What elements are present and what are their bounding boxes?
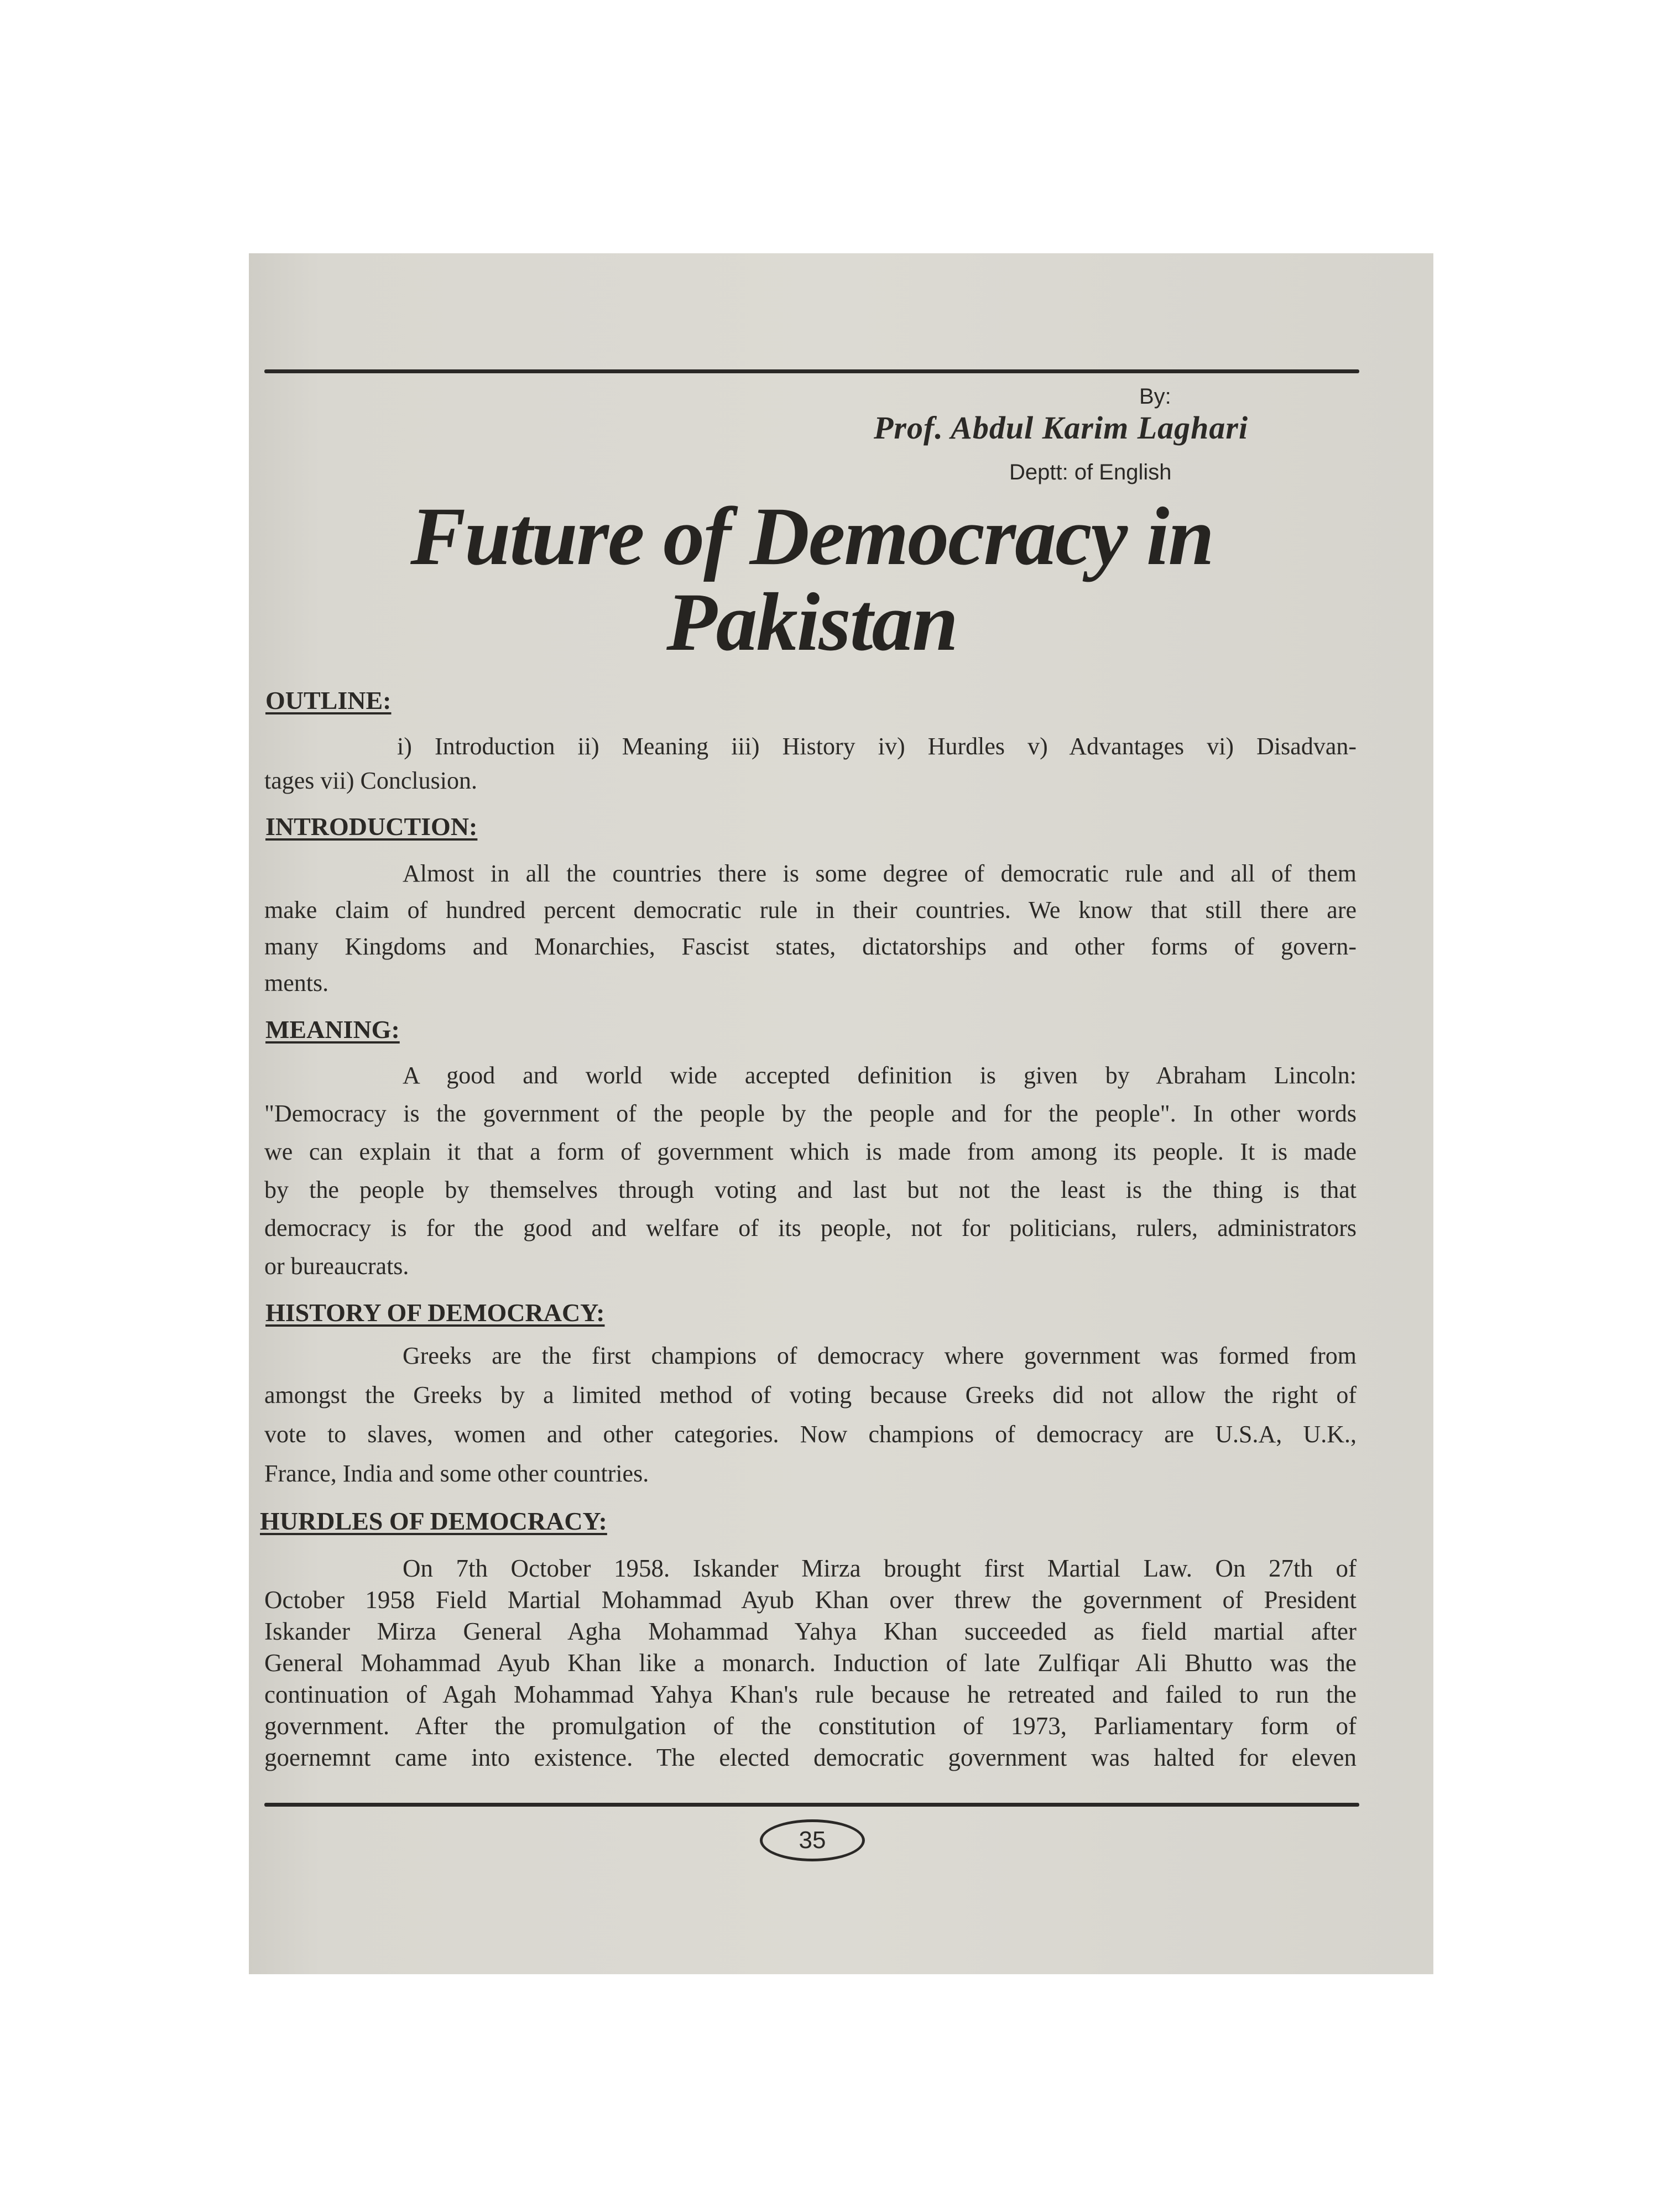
text-line: "Democracy is the government of the people by the people and for the people". In other words: [264, 1100, 1357, 1127]
text-line: government. After the promulgation of the constitution of 1973, Parliamentary form of: [264, 1712, 1357, 1740]
top-rule: [264, 369, 1359, 373]
text-line: A good and world wide accepted definition is given by Abraham Lincoln:: [403, 1062, 1357, 1089]
outline-paragraph: [264, 729, 1357, 798]
text-line: amongst the Greeks by a limited method of voting because Greeks did not allow the right of: [264, 1381, 1357, 1408]
text-line: October 1958 Field Martial Mohammad Ayub Khan over threw the government of President: [264, 1586, 1357, 1614]
bottom-rule: [264, 1803, 1359, 1807]
heading-history: HISTORY OF DEMOCRACY:: [265, 1298, 605, 1327]
text-line: tages vii) Conclusion.: [264, 767, 477, 794]
text-line: democracy is for the good and welfare of its people, not for politicians, rulers, administrators: [264, 1214, 1357, 1241]
meaning-paragraph: [264, 1056, 1357, 1285]
article-title-line-2: Pakistan: [666, 576, 957, 668]
history-paragraph: [264, 1336, 1357, 1493]
hurdles-paragraph: [264, 1553, 1357, 1773]
heading-meaning: MEANING:: [265, 1015, 400, 1044]
text-line: we can explain it that a form of government which is made from among its people. It is made: [264, 1138, 1357, 1165]
heading-outline: OUTLINE:: [265, 686, 392, 714]
text-line: or bureaucrats.: [264, 1253, 409, 1280]
text-line: On 7th October 1958. Iskander Mirza brought first Martial Law. On 27th of: [403, 1554, 1357, 1582]
text-line: France, India and some other countries.: [264, 1460, 649, 1487]
byline-by: By:: [1139, 384, 1171, 409]
text-line: continuation of Agah Mohammad Yahya Khan's rule because he retreated and failed to run the: [264, 1681, 1357, 1708]
text-line: Iskander Mirza General Agha Mohammad Yahya Khan succeeded as field martial after: [264, 1618, 1357, 1645]
text-line: ments.: [264, 969, 329, 997]
page-number: 35: [760, 1819, 865, 1861]
introduction-paragraph: [264, 855, 1357, 1001]
text-line: General Mohammad Ayub Khan like a monarch. Induction of late Zulfiqar Ali Bhutto was the: [264, 1649, 1357, 1677]
text-line: make claim of hundred percent democratic rule in their countries. We know that still there are: [264, 896, 1357, 924]
text-line: many Kingdoms and Monarchies, Fascist states, dictatorships and other forms of govern-: [264, 933, 1357, 960]
author-department: Deptt: of English: [1009, 460, 1172, 484]
heading-introduction: INTRODUCTION:: [265, 812, 478, 841]
text-line: vote to slaves, women and other categories. Now champions of democracy are U.S.A, U.K.,: [264, 1421, 1357, 1448]
author-name: Prof. Abdul Karim Laghari: [874, 410, 1249, 446]
text-line: Almost in all the countries there is some degree of democratic rule and all of them: [403, 860, 1357, 887]
text-line: i) Introduction ii) Meaning iii) History iv) Hurdles v) Advantages vi) Disadvan-: [397, 733, 1357, 760]
text-line: Greeks are the first champions of democracy where government was formed from: [403, 1342, 1357, 1369]
text-line: goernemnt came into existence. The elected democratic government was halted for eleven: [264, 1744, 1357, 1771]
text-line: by the people by themselves through voting and last but not the least is the thing is that: [264, 1176, 1357, 1203]
heading-hurdles: HURDLES OF DEMOCRACY:: [260, 1507, 607, 1535]
article-title-line-1: Future of Democracy in: [410, 491, 1213, 582]
